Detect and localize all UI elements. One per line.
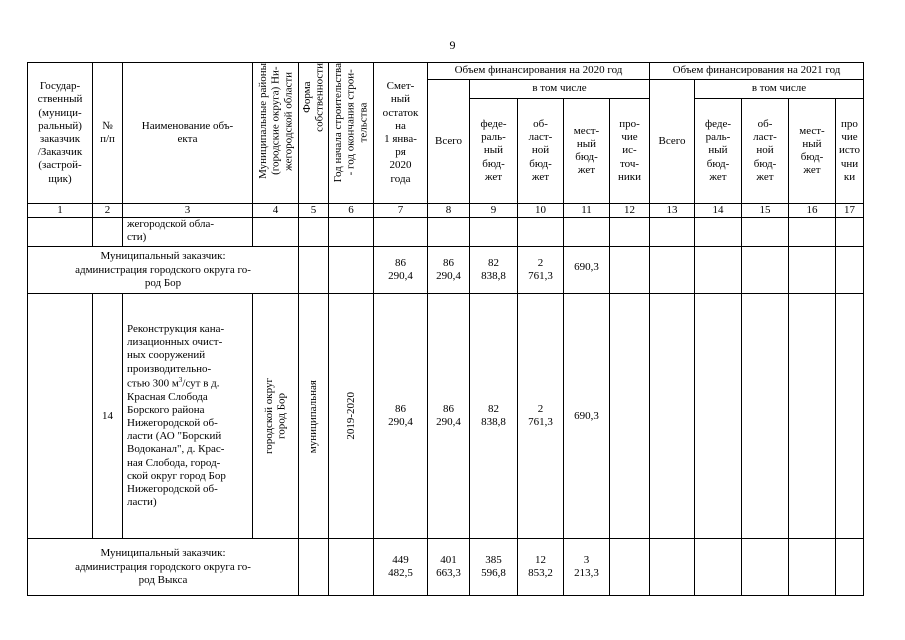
vyksa-total-2020: 401 663,3 (428, 539, 470, 596)
item-14-name (123, 294, 253, 539)
header-incl-2021: в том числе (695, 80, 864, 99)
header-regional-2021: об- ласт- ной бюд- жет (742, 99, 789, 204)
col-num: 12 (610, 204, 650, 218)
col-num: 3 (123, 204, 253, 218)
customer-label-bor: Муниципальный заказчик: администрация городского округа го- род Бор (28, 247, 299, 294)
header-local-2020: мест- ный бюд- жет (564, 99, 610, 204)
item-14-ownership-cell (299, 294, 329, 539)
col-num: 17 (836, 204, 864, 218)
item-14-regional-2020: 2 761,3 (518, 294, 564, 539)
header-object-name: Наименование объ- екта (123, 63, 253, 204)
header-total-2020: Всего (428, 80, 470, 204)
header-districts: Муниципальные районы (городские округа) Ни- жегородской области (256, 63, 294, 179)
item-14-ownership: муниципальная (307, 379, 320, 453)
item-row-14 (28, 294, 864, 539)
header-ownership: Форма собственности (300, 63, 326, 132)
item-14-name-part1: Реконструкция кана- лизационных очист- ных сооружений производительно- стью 300 м (127, 323, 225, 390)
header-years: Год начала строительства - год окончания строи- тельства (332, 63, 370, 183)
header-total-2021: Всего (650, 80, 695, 204)
col-num: 7 (374, 204, 428, 218)
item-14-local-2020: 690,3 (564, 294, 610, 539)
col-num: 11 (564, 204, 610, 218)
item-14-district-cell (253, 294, 299, 539)
item-14-federal-2020: 82 838,8 (470, 294, 518, 539)
col-num: 2 (93, 204, 123, 218)
page-number: 9 (449, 38, 456, 52)
customer-row-vyksa (28, 539, 864, 596)
customer-label-vyksa: Муниципальный заказчик: администрация городского округа го- род Выкса (28, 539, 299, 596)
header-number: № п/п (93, 63, 123, 204)
item-14-balance: 86 290,4 (374, 294, 428, 539)
header-districts-cell (253, 63, 299, 204)
header-incl-2020: в том числе (470, 80, 650, 99)
col-num: 8 (428, 204, 470, 218)
vyksa-balance: 449 482,5 (374, 539, 428, 596)
vyksa-local-2020: 3 213,3 (564, 539, 610, 596)
customer-row-bor (28, 247, 864, 294)
item-14-years: 2019-2020 (344, 392, 357, 441)
col-num: 4 (253, 204, 299, 218)
col-num: 13 (650, 204, 695, 218)
header-fin-2020: Объем финансирования на 2020 год (428, 63, 650, 80)
header-local-2021: мест- ный бюд- жет (789, 99, 836, 204)
col-num: 9 (470, 204, 518, 218)
col-num: 6 (329, 204, 374, 218)
item-14-district: городской округ город Бор (262, 378, 288, 455)
bor-balance: 86 290,4 (374, 247, 428, 294)
financing-table (27, 62, 864, 596)
bor-federal-2020: 82 838,8 (470, 247, 518, 294)
col-num: 16 (789, 204, 836, 218)
header-federal-2021: феде- раль- ный бюд- жет (695, 99, 742, 204)
header-balance: Смет- ный остаток на 1 янва- ря 2020 года (374, 63, 428, 204)
col-num: 10 (518, 204, 564, 218)
col-num: 1 (28, 204, 93, 218)
column-numbers-row (28, 204, 864, 218)
header-federal-2020: феде- раль- ный бюд- жет (470, 99, 518, 204)
header-other-2021: про чие исто чни ки (836, 99, 864, 204)
item-14-number: 14 (93, 294, 123, 539)
header-ownership-cell (299, 63, 329, 204)
bor-total-2020: 86 290,4 (428, 247, 470, 294)
item-14-name-superscript: 3 (178, 375, 183, 384)
header-other-2020: про- чие ис- точ- ники (610, 99, 650, 204)
vyksa-regional-2020: 12 853,2 (518, 539, 564, 596)
item-14-name-part2: /сут в д. Красная Слобода Борского района Нижегородской об- ласти (АО "Борский Водоканал", д. Крас- ная Слобода, город- ской округ город Бор Нижегородской об- ласти) (127, 377, 226, 509)
header-customer: Государ- ственный (муници- pальный) заказчик /Заказчик (застрой- щик) (28, 63, 93, 204)
continuation-text: жегородской обла- сти) (123, 218, 253, 247)
header-years-cell (329, 63, 374, 204)
continuation-row (28, 218, 864, 247)
bor-local-2020: 690,3 (564, 247, 610, 294)
vyksa-federal-2020: 385 596,8 (470, 539, 518, 596)
bor-regional-2020: 2 761,3 (518, 247, 564, 294)
item-14-years-cell (329, 294, 374, 539)
col-num: 15 (742, 204, 789, 218)
header-fin-2021: Объем финансирования на 2021 год (650, 63, 864, 80)
item-14-total-2020: 86 290,4 (428, 294, 470, 539)
col-num: 14 (695, 204, 742, 218)
col-num: 5 (299, 204, 329, 218)
header-regional-2020: об- ласт- ной бюд- жет (518, 99, 564, 204)
